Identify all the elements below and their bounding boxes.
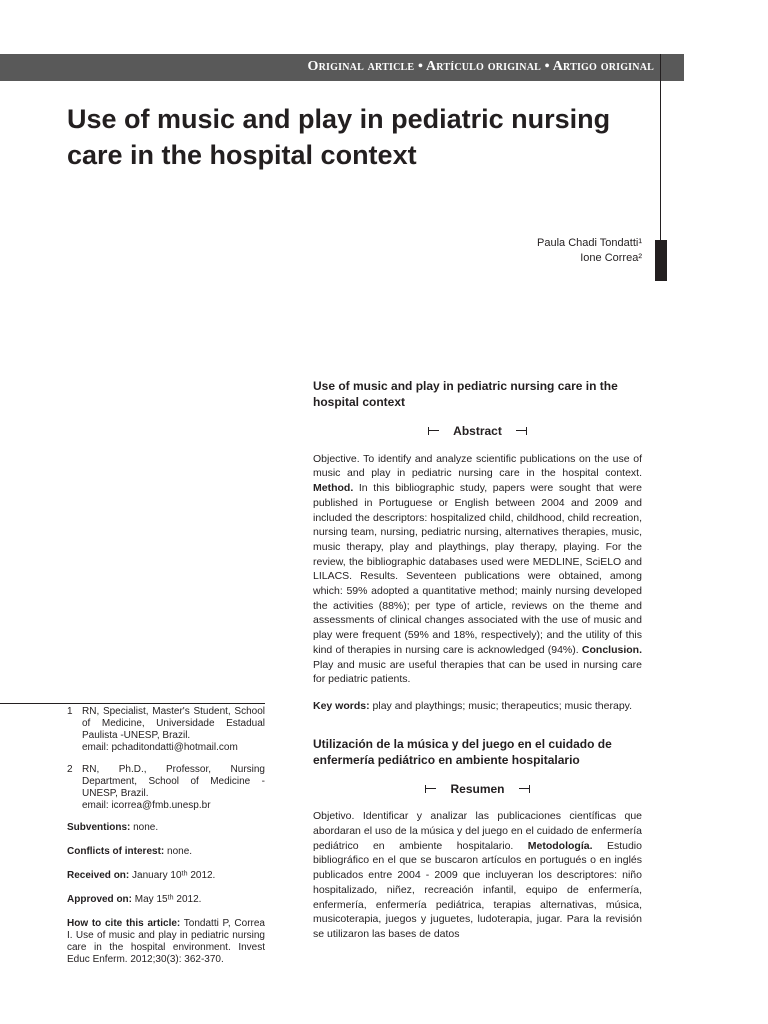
results-label: Results.	[352, 570, 399, 583]
keywords-label: Key words:	[313, 699, 370, 712]
footnote-text: RN, Specialist, Master's Student, School of Medicine, Universidade Estadual Paulista -UNESP, Brazil.	[82, 706, 265, 741]
section-header-bar	[0, 54, 684, 81]
citation	[67, 918, 265, 966]
approved-value: May 15ᵗʰ 2012.	[132, 894, 202, 905]
approved-label: Approved on:	[67, 894, 132, 905]
objetivo-text: Identificar y analizar las publicaciones científicas que abordaran el uso de la música y del juego en el cuidado de enfermería pediátrico en ambiente hospitalario.	[313, 810, 642, 852]
keywords-text: play and playthings; music; therapeutics; music therapy.	[369, 699, 633, 712]
heading-bracket-right-icon	[519, 785, 530, 793]
subventions	[67, 822, 265, 834]
footnote-number: 1	[67, 706, 73, 717]
footnote-text: RN, Ph.D., Professor, Nursing Department, School of Medicine - UNESP, Brazil.	[82, 764, 265, 799]
received-date	[67, 870, 265, 882]
heading-bracket-left-icon	[425, 785, 436, 793]
objetivo-label: Objetivo.	[313, 810, 355, 823]
author-email: email: pchaditondatti@hotmail.com	[82, 742, 238, 753]
approved-date	[67, 894, 265, 906]
objective-text: To identify and analyze scientific publications on the use of music and play in pediatric nursing care in the hospital context.	[313, 452, 642, 480]
metodologia-text: Estudio bibliográfico en el que se buscaron artículos en portugués o en inglés publicados entre 2004 - 2009 que incluyeran los descriptores: niño hospitalizado, niñez, recreación infantil, equipo de enfermería, enfermería, enfermería pediátrica, terapias alternativas, música, musicoterapia, juegos y juguetes, ludoterapia, jugar. Para la revisión se utilizaron las bases de datos	[313, 839, 642, 940]
footnote	[67, 764, 265, 812]
subventions-label: Subventions:	[67, 822, 131, 833]
resumen-heading	[313, 782, 642, 797]
conflicts	[67, 846, 265, 858]
citation-label: How to cite this article:	[67, 918, 181, 929]
conclusion-text: Play and music are useful therapies that can be used in nursing care for pediatric patients.	[313, 658, 642, 686]
author-list	[537, 236, 642, 266]
abstract-en-body	[313, 452, 642, 687]
received-label: Received on:	[67, 870, 130, 881]
footnote-divider	[0, 703, 265, 704]
results-text: Seventeen publications were obtained, among which: 59% adopted a quantitative method; mainly nursing developed the activities (88%); per type of article, reviews on the theme and assessments of clinical changes associated with the use of music and play were frequent (59% and 18%, respectively); and the utility of this kind of therapies in nursing care is acknowledged (94%).	[313, 570, 642, 656]
method-label: Method.	[313, 482, 354, 495]
metodologia-label: Metodología.	[513, 839, 593, 852]
abstract-en-title: Use of music and play in pediatric nursing care in the hospital context	[313, 379, 618, 409]
conclusion-label: Conclusion.	[578, 643, 642, 656]
article-title: Use of music and play in pediatric nursing care in the hospital context	[67, 104, 611, 170]
vertical-marker-block	[655, 240, 667, 281]
received-value: January 10ᵗʰ 2012.	[129, 870, 216, 881]
footnotes-column	[67, 706, 265, 978]
vertical-rule	[660, 54, 661, 240]
conflicts-value: none.	[164, 846, 193, 857]
heading-bracket-right-icon	[516, 427, 527, 435]
conflicts-label: Conflicts of interest:	[67, 846, 165, 857]
abstract-heading	[313, 424, 642, 439]
author-name: Paula Chadi Tondatti¹	[537, 237, 642, 249]
method-text: In this bibliographic study, papers were sought that were published in Portuguese or English between 2004 and 2009 and included the descriptors: hospitalized child, childhood, child recreation, nursing team, nursing, pediatric nursing, alternatives therapies, music, music therapy, play and playthings, play therapy, playing. For the review, the bibliographic databases used were MEDLINE, SciELO and LILACS.	[313, 482, 642, 583]
abstract-column	[313, 378, 642, 942]
footnote	[67, 706, 265, 754]
article-type-label: Original article • Artículo original • Artigo original	[307, 59, 654, 74]
objective-label: Objective.	[313, 452, 360, 465]
author-name: Ione Correa²	[580, 252, 642, 264]
abstract-es-title: Utilización de la música y del juego en el cuidado de enfermería pediátrico en ambiente hospitalario	[313, 736, 612, 767]
heading-bracket-left-icon	[428, 427, 439, 435]
citation-text: Tondatti P, Correa I. Use of music and play in pediatric nursing care in the hospital environment. Invest Educ Enferm. 2012;30(3): 362-370.	[67, 918, 265, 965]
resumen-heading-label: Resumen	[450, 781, 505, 796]
footnote-number: 2	[67, 764, 73, 775]
keywords	[313, 699, 642, 714]
abstract-heading-label: Abstract	[453, 424, 502, 438]
author-email: email: icorrea@fmb.unesp.br	[82, 800, 211, 811]
subventions-value: none.	[130, 822, 159, 833]
abstract-es-body	[313, 809, 642, 941]
